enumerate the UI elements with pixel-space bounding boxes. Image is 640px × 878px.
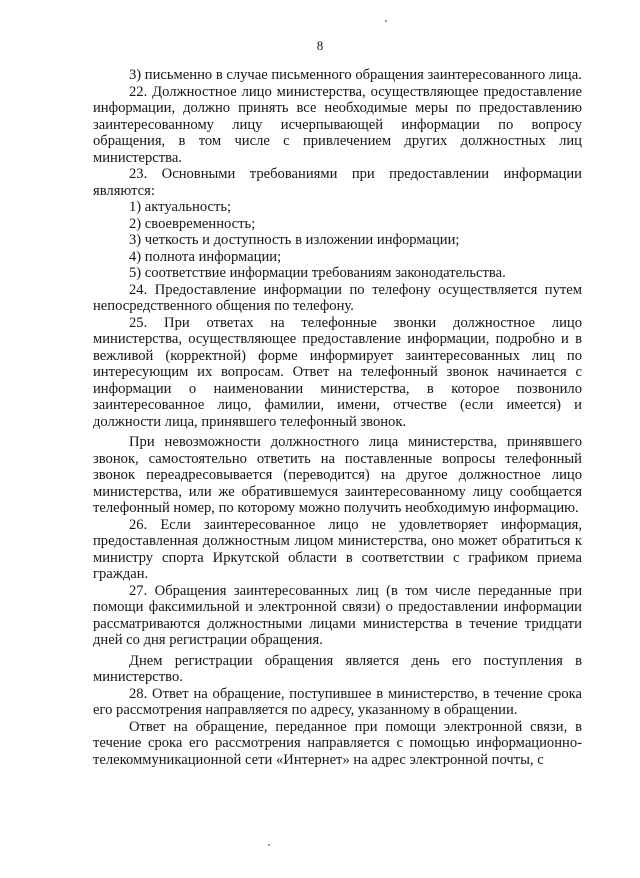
paragraph-24: 24. Предоставление информации по телефону осуществляется путем непосредственного общения по телефону. bbox=[93, 281, 582, 314]
paragraph-28: 28. Ответ на обращение, поступившее в министерство, в течение срока его рассмотрения направляется по адресу, указанному в обращении. bbox=[93, 685, 582, 718]
paragraph-23: 23. Основными требованиями при предоставлении информации являются: bbox=[93, 166, 582, 199]
list-item-5: 5) соответствие информации требованиям законодательства. bbox=[129, 265, 506, 281]
list-item-3: 3) четкость и доступность в изложении информации; bbox=[129, 232, 460, 248]
paragraph-27-continuation: Днем регистрации обращения является день его поступления в министерство. bbox=[93, 652, 582, 685]
scan-speck bbox=[268, 844, 270, 846]
list-item-1: 1) актуальность; bbox=[129, 199, 232, 215]
paragraph-25-continuation: При невозможности должностного лица министерства, принявшего звонок, самостоятельно ответить на поставленные вопросы телефонный звонок переадресовывается (переводится) на другое должностное лицо министерства, или же обратившемуся заинтересованному лицу сообщается телефонный номер, по которому можно получить необходимую информацию. bbox=[93, 434, 582, 516]
paragraph-28-continuation: Ответ на обращение, переданное при помощи электронной связи, в течение срока его рассмотрения направляется с помощью информационно-телекоммуникационной сети «Интернет» на адрес электронной почты, с bbox=[93, 718, 582, 768]
paragraph-25: 25. При ответах на телефонные звонки должностное лицо министерства, осуществляющее предоставление информации, подробно и в вежливой (корректной) форме информирует заинтересованных лиц по интересующим их вопросам. Ответ на телефонный звонок начинается с информации о наименовании министерства, в которое позвонило заинтересованное лицо, фамилии, имени, отчестве (если имеется) и должности лица, принявшего телефонный звонок. bbox=[93, 314, 582, 430]
scan-speck bbox=[385, 20, 387, 22]
paragraph-26: 26. Если заинтересованное лицо не удовлетворяет информация, предоставленная должностным лицом министерства, оно может обратиться к министру спорта Иркутской области в соответствии с графиком приема граждан. bbox=[93, 516, 582, 582]
paragraph-22: 22. Должностное лицо министерства, осуществляющее предоставление информации, должно принять все необходимые меры по предоставлению заинтересованному лицу исчерпывающей информации по вопросу обращения, в том числе с привлечением других должностных лиц министерства. bbox=[93, 83, 582, 166]
paragraph-27: 27. Обращения заинтересованных лиц (в том числе переданные при помощи факсимильной и электронной связи) о предоставлении информации рассматриваются должностными лицами министерства в течение тридцати дней со дня регистрации обращения. bbox=[93, 582, 582, 648]
list-item-4: 4) полнота информации; bbox=[129, 248, 282, 265]
list-item-2: 2) своевременность; bbox=[129, 215, 256, 232]
page-number: 8 bbox=[316, 38, 324, 53]
paragraph-1: 3) письменно в случае письменного обращения заинтересованного лица. bbox=[129, 67, 582, 83]
document-body bbox=[93, 67, 582, 768]
